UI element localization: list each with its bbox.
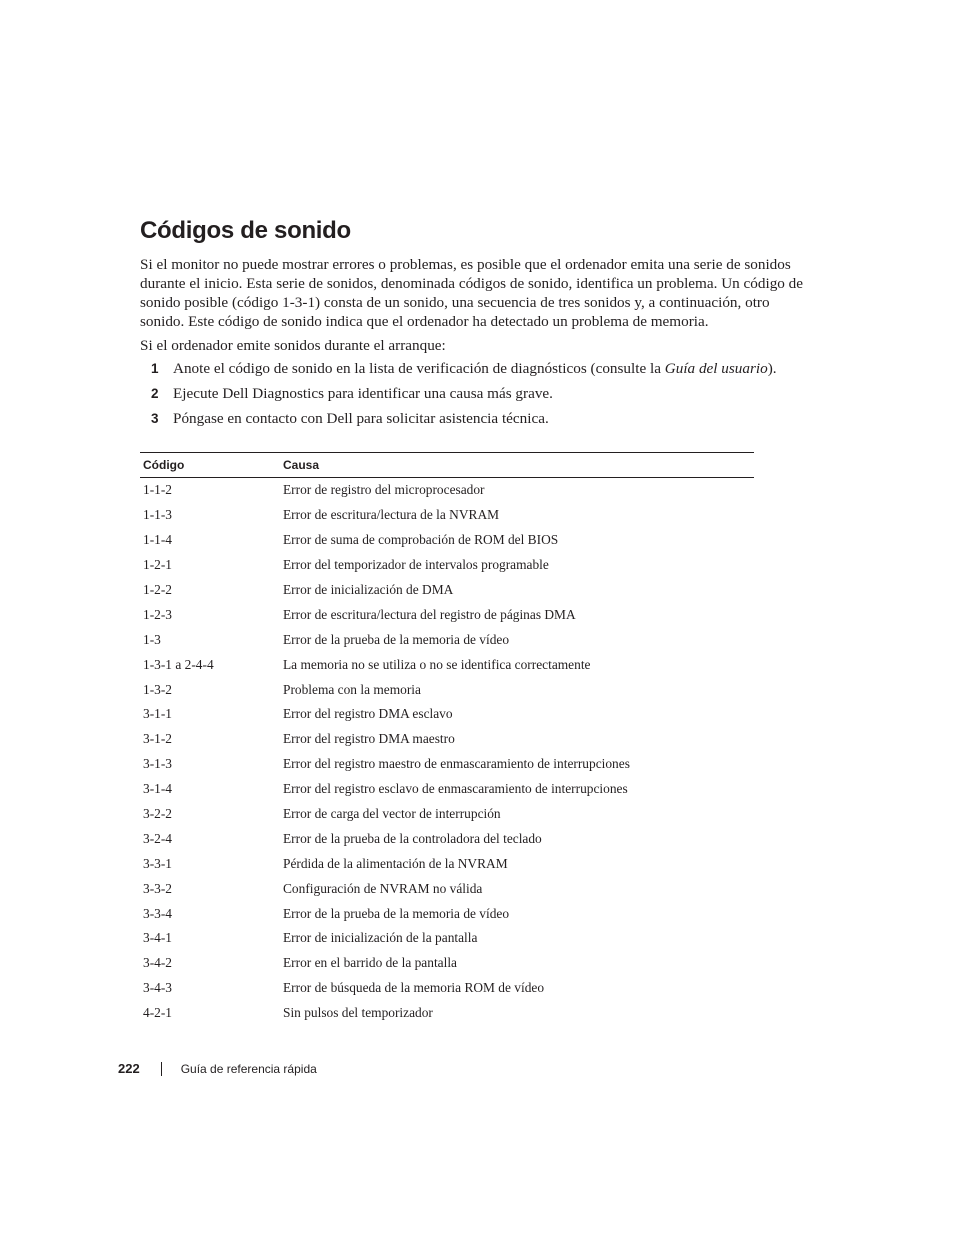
beep-code-cell: 1-2-2 xyxy=(143,582,173,597)
beep-code-cell: 4-2-1 xyxy=(143,1005,173,1021)
cause-cell: Problema con la memoria xyxy=(283,681,421,697)
beep-code-cell: 1-3-2 xyxy=(143,681,173,697)
beep-code-cell: 1-3 xyxy=(143,631,161,647)
footer-divider xyxy=(161,1062,162,1076)
cause-cell: Error de inicialización de la pantalla xyxy=(283,930,478,946)
cause-cell: Error en el barrido de la pantalla xyxy=(283,955,457,971)
beep-code-cell: 3-3-4 xyxy=(143,905,173,921)
table-row xyxy=(140,851,754,876)
intro-paragraph: Si el monitor no puede mostrar errores o problemas, es posible que el ordenador emita una serie de sonidos durante el inicio. Esta serie de sonidos, denominada códigos de sonido, identifica un problema. Un código de sonido posible (código 1-3-1) consta de un sonido, una secuencia de tres sonidos y, a continuación, otro sonido. Este código de sonido indica que el ordenador ha detectado un problema de memoria. xyxy=(140,256,804,331)
cause-cell: Error de inicialización de DMA xyxy=(283,582,454,597)
table-row xyxy=(140,578,754,603)
beep-code-cell: 1-1-2 xyxy=(143,482,173,498)
cause-cell: Error de la prueba de la memoria de vídeo xyxy=(283,631,510,647)
beep-code-cell: 3-3-2 xyxy=(143,880,173,896)
beep-code-cell: 3-1-1 xyxy=(143,706,173,722)
cause-cell: Error de escritura/lectura del registro de páginas DMA xyxy=(283,606,576,622)
beep-code-cell: 3-4-1 xyxy=(143,930,173,946)
step-item xyxy=(140,410,820,435)
cause-cell: Sin pulsos del temporizador xyxy=(283,1005,433,1021)
table-row xyxy=(140,802,754,827)
cause-cell: Error del registro DMA esclavo xyxy=(283,706,453,722)
beep-code-cell: 3-4-3 xyxy=(143,980,173,996)
cause-cell: Configuración de NVRAM no válida xyxy=(283,880,483,896)
table-row xyxy=(140,826,754,851)
footer-book-title: Guía de referencia rápida xyxy=(180,1061,317,1076)
cause-cell: La memoria no se utiliza o no se identifica correctamente xyxy=(283,656,591,672)
table-row xyxy=(140,752,754,777)
table-row xyxy=(140,553,754,578)
table-row xyxy=(140,777,754,802)
column-header-cause: Causa xyxy=(280,453,754,478)
step-number: 2 xyxy=(151,386,159,401)
cause-cell: Error del registro DMA maestro xyxy=(283,731,455,747)
cause-cell: Error de escritura/lectura de la NVRAM xyxy=(283,507,500,523)
beep-codes-table xyxy=(140,452,754,1026)
table-row xyxy=(140,602,754,627)
user-guide-title: Guía del usuario xyxy=(664,360,768,377)
cause-cell: Error de carga del vector de interrupción xyxy=(283,806,501,822)
table-row xyxy=(140,677,754,702)
table-row xyxy=(140,727,754,752)
step-text: Póngase en contacto con Dell para solicitar asistencia técnica. xyxy=(173,410,549,427)
step-text xyxy=(173,360,777,378)
table-row xyxy=(140,503,754,528)
table-row xyxy=(140,876,754,901)
table-body xyxy=(140,478,754,1026)
table-row xyxy=(140,478,754,503)
column-header-code: Código xyxy=(140,453,280,478)
page-number: 222 xyxy=(118,1061,140,1076)
step-text-part: Anote el código de sonido en la lista de verificación de diagnósticos (consulte la xyxy=(173,360,665,377)
table-row xyxy=(140,951,754,976)
cause-cell: Error de registro del microprocesador xyxy=(283,482,485,498)
page-footer xyxy=(118,1061,317,1076)
cause-cell: Error de suma de comprobación de ROM del BIOS xyxy=(283,532,559,548)
table-row xyxy=(140,702,754,727)
beep-code-cell: 3-3-1 xyxy=(143,855,173,871)
steps-lead-text: Si el ordenador emite sonidos durante el arranque: xyxy=(140,337,446,354)
table-header-row xyxy=(140,453,754,478)
step-item xyxy=(140,385,820,410)
beep-code-cell: 3-2-2 xyxy=(143,806,173,822)
beep-code-cell: 1-1-3 xyxy=(143,507,173,523)
table-row xyxy=(140,1001,754,1026)
beep-code-cell: 1-2-3 xyxy=(143,606,173,622)
step-item xyxy=(140,360,820,385)
table-row xyxy=(140,976,754,1001)
step-text: Ejecute Dell Diagnostics para identificar una causa más grave. xyxy=(173,385,553,402)
page-title: Códigos de sonido xyxy=(140,217,351,244)
step-number: 3 xyxy=(151,411,159,426)
step-number: 1 xyxy=(151,361,159,376)
cause-cell: Error del registro esclavo de enmascaramiento de interrupciones xyxy=(283,781,628,797)
cause-cell: Error del registro maestro de enmascaramiento de interrupciones xyxy=(283,756,630,772)
table-row xyxy=(140,652,754,677)
cause-cell: Error del temporizador de intervalos programable xyxy=(283,557,549,573)
cause-cell: Error de búsqueda de la memoria ROM de vídeo xyxy=(283,980,545,996)
beep-code-cell: 1-3-1 a 2-4-4 xyxy=(143,656,214,672)
beep-code-cell: 1-2-1 xyxy=(143,557,173,573)
beep-code-cell: 3-4-2 xyxy=(143,955,173,971)
beep-code-cell: 3-2-4 xyxy=(143,830,173,846)
step-text-part: ). xyxy=(767,360,777,377)
beep-code-cell: 3-1-3 xyxy=(143,756,173,772)
table-row xyxy=(140,528,754,553)
cause-cell: Error de la prueba de la controladora del teclado xyxy=(283,830,542,846)
beep-code-cell: 3-1-4 xyxy=(143,781,173,797)
table-row xyxy=(140,926,754,951)
cause-cell: Error de la prueba de la memoria de vídeo xyxy=(283,905,510,921)
beep-code-cell: 1-1-4 xyxy=(143,532,173,548)
table-row xyxy=(140,901,754,926)
steps-list xyxy=(140,360,820,435)
beep-code-cell: 3-1-2 xyxy=(143,731,173,747)
table-row xyxy=(140,627,754,652)
cause-cell: Pérdida de la alimentación de la NVRAM xyxy=(283,855,508,871)
